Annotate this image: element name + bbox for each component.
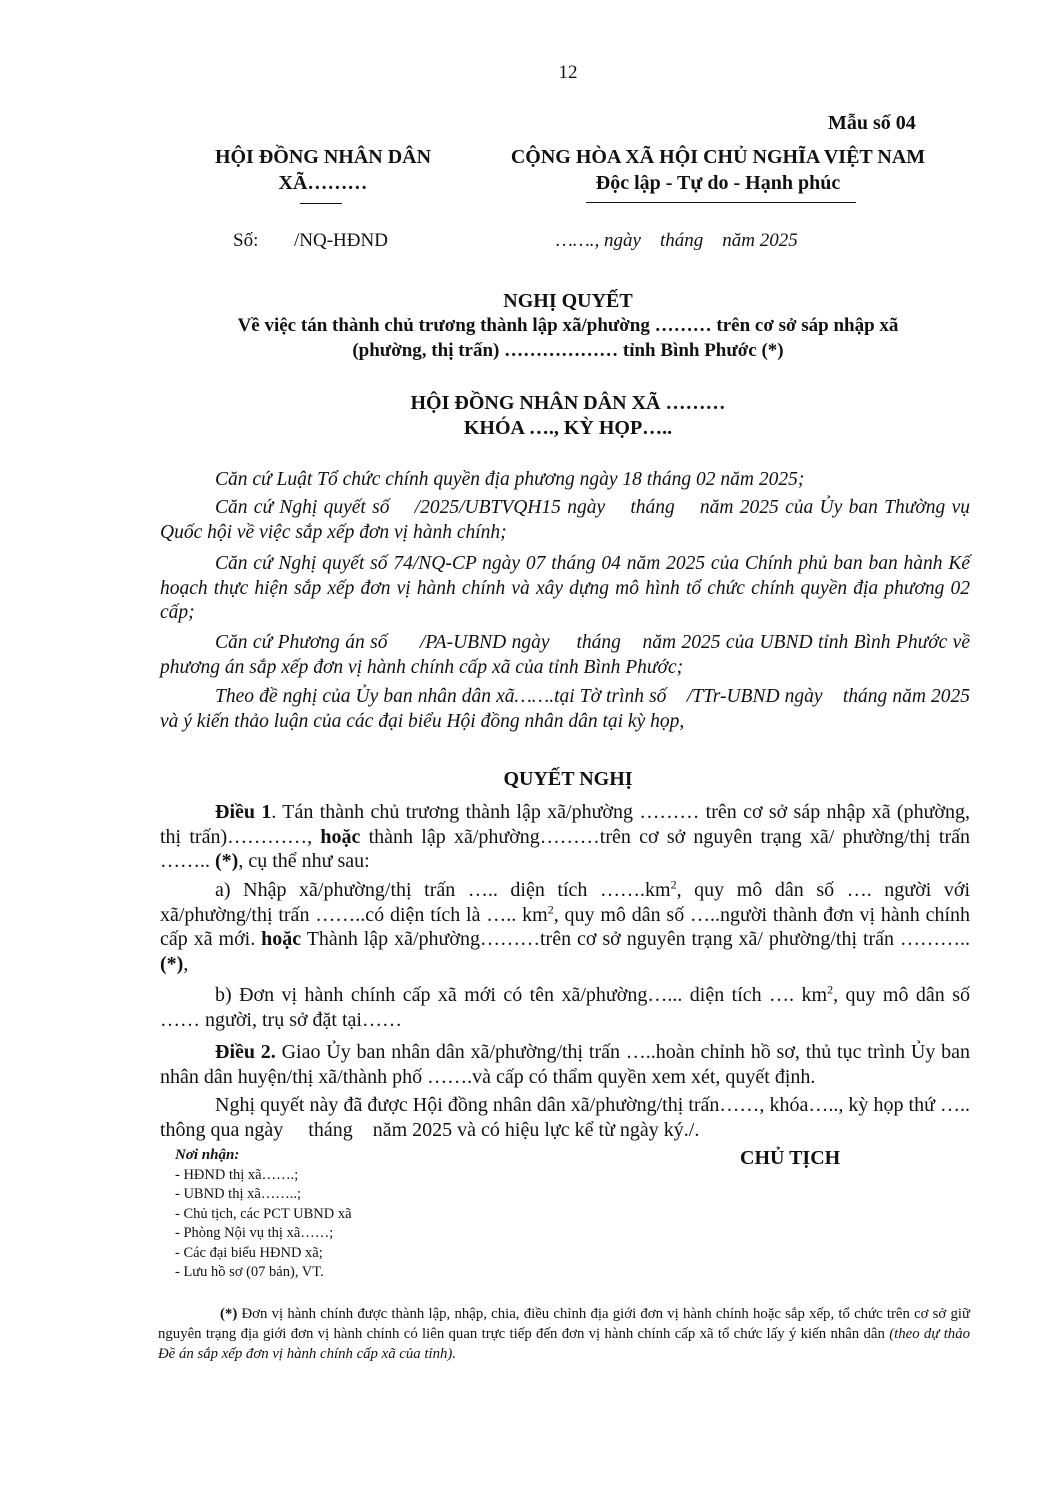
clause-a-star: (*) (160, 952, 184, 975)
legal-basis-5: Theo đề nghị của Ủy ban nhân dân xã…….tại Tờ trình số /TTr-UBND ngày tháng năm 2025 và ý kiến thảo luận của các đại biểu Hội đồng nhân dân tại kỳ họp, (160, 686, 975, 732)
document-subject-line2: (phường, thị trấn) ……………… tỉnh Bình Phước (*) (352, 340, 784, 361)
footnote-mark: (*) (220, 1306, 238, 1322)
signer-title: CHỦ TỊCH (740, 1147, 841, 1169)
legal-basis-4: Căn cứ Phương án số /PA-UBND ngày tháng năm 2025 của UBND tỉnh Bình Phước về phương án sắp xếp đơn vị hành chính cấp xã của tỉnh Bình Phước; (160, 632, 975, 678)
issue-date: ……., ngày tháng năm 2025 (556, 230, 798, 251)
form-label: Mẫu số 04 (828, 112, 916, 134)
footnote (158, 1304, 970, 1364)
issuer-underline (300, 203, 342, 204)
number-label: Số: (233, 230, 259, 251)
clause-a-part3: , quy mô dân số …..người thành đơn vị hành chính cấp xã mới. (160, 903, 970, 950)
recipient-item: - UBND thị xã……..; (175, 1186, 302, 1202)
page-number: 12 (558, 62, 578, 83)
recipient-item: - Lưu hồ sơ (07 bản), VT. (175, 1264, 324, 1280)
clause-a-or: hoặc (261, 928, 302, 950)
article-1-clause-b (160, 983, 970, 1032)
motto-underline (586, 202, 856, 203)
clause-b-part2: , quy mô dân số …… người, trụ sở đặt tại…… (160, 984, 971, 1031)
article-1 (160, 800, 970, 874)
recipient-item: - HĐND thị xã…….; (175, 1167, 299, 1183)
article-1-text-b: thành lập xã/phường………trên cơ sở nguyên trạng xã/ phường/thị trấn …….. (160, 825, 970, 872)
article-1-label: Điều 1 (215, 801, 272, 823)
legal-basis-2: Căn cứ Nghị quyết số /2025/UBTVQH15 ngày tháng năm 2025 của Ủy ban Thường vụ Quốc hội về việc sắp xếp đơn vị hành chính; (160, 497, 975, 543)
document-subject-line1: Về việc tán thành chủ trương thành lập xã/phường ……… trên cơ sở sáp nhập xã (237, 315, 899, 336)
footnote-text: Đơn vị hành chính được thành lập, nhập, chia, điều chỉnh địa giới đơn vị hành chính hoặc sắp xếp, tổ chức trên cơ sở giữ nguyên trạng địa giới đơn vị hành chính có liên quan trực tiếp đến đơn vị hành chính cấp xã tổ chức lấy ý kiến nhân dân (158, 1306, 970, 1342)
closing-paragraph: Nghị quyết này đã được Hội đồng nhân dân xã/phường/thị trấn……, khóa….., kỳ họp thứ ….. thông qua ngày tháng năm 2025 và có hiệu lực kể từ ngày ký./. (160, 1094, 975, 1141)
council-session: KHÓA …., KỲ HỌP….. (463, 417, 673, 439)
article-1-or: hoặc (320, 825, 361, 848)
issuer-name: HỘI ĐỒNG NHÂN DÂN (214, 146, 432, 168)
clause-a-part1: a) Nhập xã/phường/thị trấn ….. diện tích …….km (215, 879, 671, 901)
council-name: HỘI ĐỒNG NHÂN DÂN XÃ ……… (410, 392, 726, 414)
decision-heading: QUYẾT NGHỊ (503, 768, 633, 790)
national-motto: Độc lập - Tự do - Hạnh phúc (595, 172, 841, 194)
article-1-clause-a (160, 878, 970, 976)
number-code: /NQ-HĐND (294, 230, 388, 251)
recipients-heading: Nơi nhận: (175, 1147, 240, 1163)
article-2-label: Điều 2. (215, 1041, 276, 1063)
article-1-text-c: , cụ thể như sau: (238, 850, 370, 872)
legal-basis-3: Căn cứ Nghị quyết số 74/NQ-CP ngày 07 tháng 04 năm 2025 của Chính phủ ban ban hành Kế hoạch thực hiện sắp xếp đơn vị hành chính và xây dựng mô hình tổ chức chính quyền địa phương 02 cấp; (160, 553, 970, 623)
km2-superscript: 2 (547, 901, 554, 916)
km2-superscript: 2 (827, 982, 834, 997)
article-1-star: (*) (215, 850, 239, 872)
clause-a-part5: , (183, 952, 189, 975)
clause-a-part2: , quy mô dân số …. người với xã/phường/thị trấn ……..có diện tích là ….. km (160, 879, 970, 926)
km2-superscript: 2 (670, 877, 677, 892)
recipient-item: - Chủ tịch, các PCT UBND xã (175, 1206, 352, 1222)
document-title: NGHỊ QUYẾT (503, 290, 633, 312)
legal-basis-1: Căn cứ Luật Tổ chức chính quyền địa phương ngày 18 tháng 02 năm 2025; (215, 469, 805, 490)
article-1-text-a: . Tán thành chủ trương thành lập xã/phường ……… trên cơ sở sáp nhập xã (phường, thị trấn)…………, (160, 801, 970, 848)
national-title: CỘNG HÒA XÃ HỘI CHỦ NGHĨA VIỆT NAM (510, 146, 926, 168)
footnote-source: (theo dự thảo Đề án sắp xếp đơn vị hành chính cấp xã của tỉnh). (158, 1326, 971, 1362)
recipient-item: - Phòng Nội vụ thị xã……; (175, 1225, 334, 1241)
article-2-text: Giao Ủy ban nhân dân xã/phường/thị trấn …..hoàn chỉnh hồ sơ, thủ tục trình Ủy ban nhân dân huyện/thị xã/thành phố …….và cấp có thẩm quyền xem xét, quyết định. (160, 1041, 970, 1088)
article-2 (160, 1040, 970, 1089)
clause-b-part1: b) Đơn vị hành chính cấp xã mới có tên xã/phường…... diện tích …. km (215, 984, 828, 1006)
clause-a-part4: Thành lập xã/phường………trên cơ sở nguyên trạng xã/ phường/thị trấn ……….. (301, 928, 970, 950)
issuer-commune: XÃ……… (278, 172, 368, 194)
recipient-item: - Các đại biểu HĐND xã; (175, 1245, 323, 1261)
